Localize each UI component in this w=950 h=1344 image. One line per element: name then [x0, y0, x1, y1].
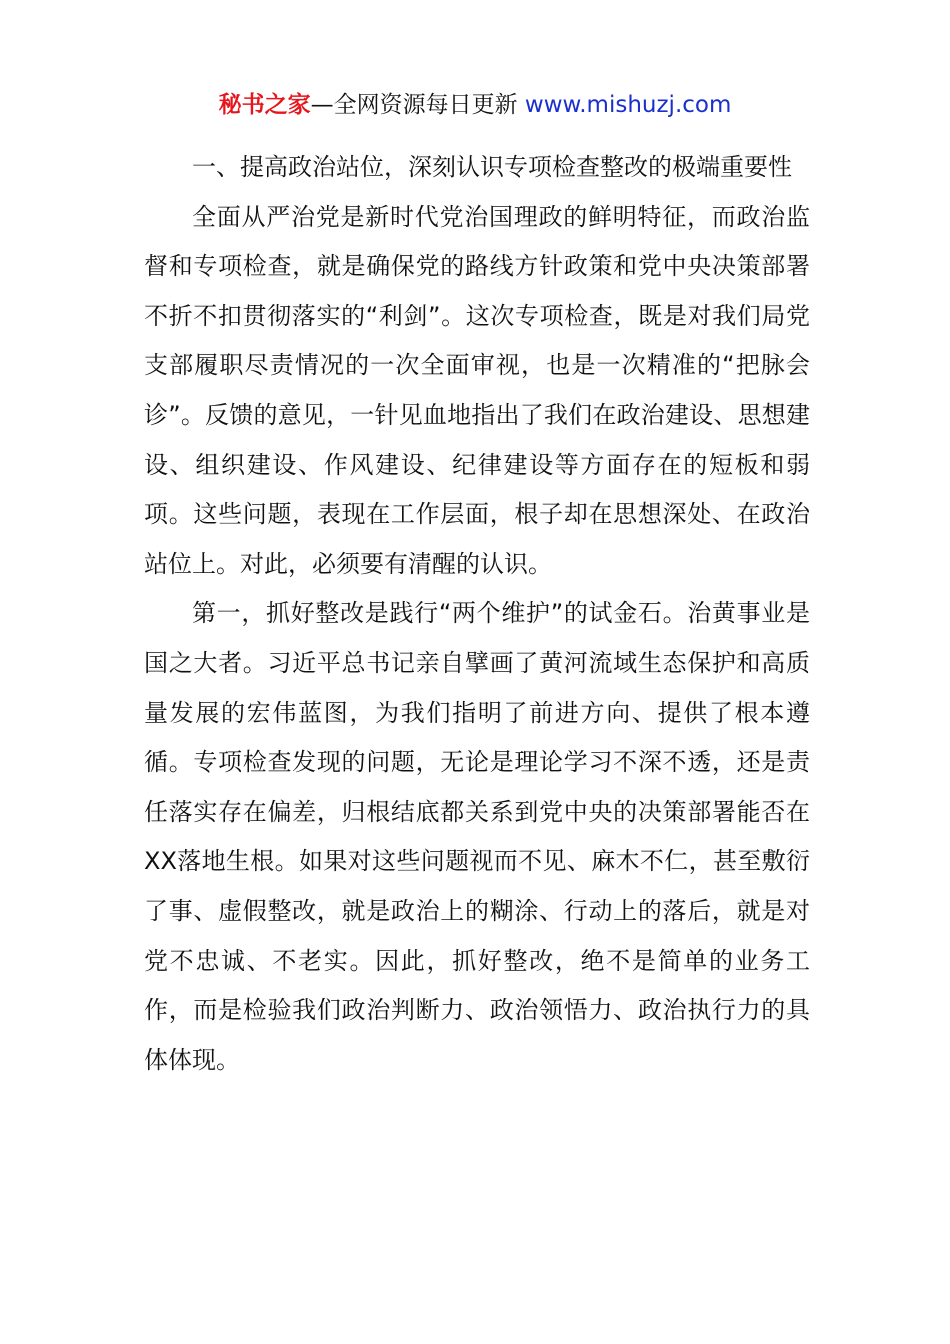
brand-name: 秘书之家: [218, 92, 311, 118]
header-tagline: —全网资源每日更新: [310, 92, 525, 118]
site-url-link[interactable]: www.mishuzj.com: [524, 92, 732, 118]
paragraph: 全面从严治党是新时代党治国理政的鲜明特征，而政治监督和专项检查，就是确保党的路线方针政策和党中央决策部署不折不扣贯彻落实的“利剑”。这次专项检查，既是对我们局党支部履职尽责情况的一次全面审视，也是一次精准的“把脉会诊”。反馈的意见，一针见血地指出了我们在政治建设、思想建设、组织建设、作风建设、纪律建设等方面存在的短板和弱项。这些问题，表现在工作层面，根子却在思想深处、在政治站位上。对此，必须要有清醒的认识。: [144, 202, 810, 578]
paragraph: 第一，抓好整改是践行“两个维护”的试金石。治黄事业是国之大者。习近平总书记亲自擘画了黄河流域生态保护和高质量发展的宏伟蓝图，为我们指明了前进方向、提供了根本遵循。专项检查发现的问题，无论是理论学习不深不透，还是责任落实存在偏差，归根结底都关系到党中央的决策部署能否在XX落地生根。如果对这些问题视而不见、麻木不仁，甚至敷衍了事、虚假整改，就是政治上的糊涂、行动上的落后，就是对党不忠诚、不老实。因此，抓好整改，绝不是简单的业务工作，而是检验我们政治判断力、政治领悟力、政治执行力的具体体现。: [144, 599, 810, 1074]
document-body: [144, 143, 810, 1085]
site-header: [0, 88, 950, 122]
section-heading: 一、提高政治站位，深刻认识专项检查整改的极端重要性: [192, 153, 792, 181]
